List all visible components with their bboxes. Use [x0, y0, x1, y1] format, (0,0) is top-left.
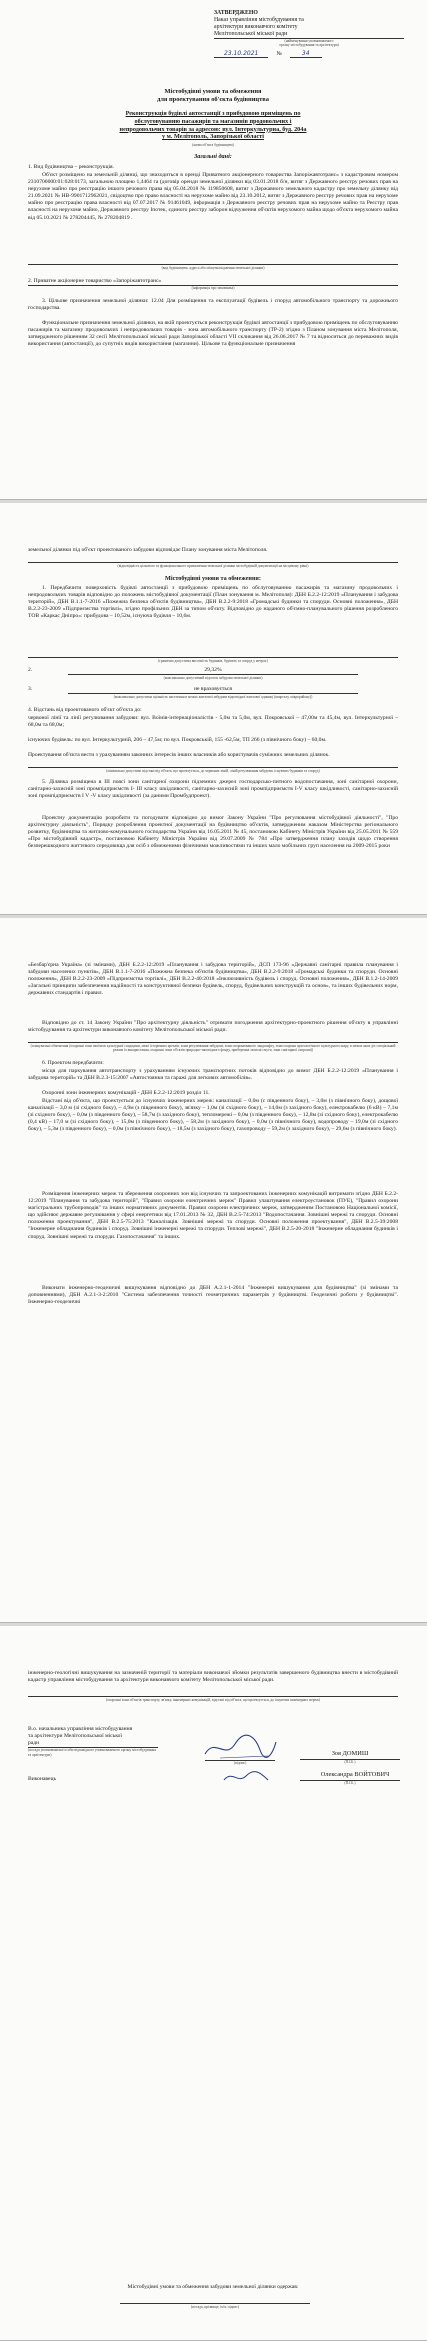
- condition-2-row: [28, 667, 398, 674]
- document-page-4: [0, 1626, 427, 2341]
- signatory-role-line-1: В.о. начальника управління містобудування: [28, 1726, 133, 1732]
- doc-title: [28, 88, 398, 104]
- zoning-compliance: земельної ділянки під об'єкт проектованого забудови відповідає Плану зонування міста Мелітополя.: [28, 547, 268, 553]
- condition-4-neighbors: Проектування об'єкта вести з урахуванням законних інтересів інших власників або користувачів суміжних земельних ділянок.: [28, 752, 330, 758]
- signatory-role-caption: (посада уповноваженої особи відповідного уповноваженого органу містобудування та архітектури): [28, 1748, 156, 1757]
- section-6-heading: 6. Проектом передбачити:: [42, 1060, 104, 1066]
- condition-4-red-lines: червоної лінії та лінії регулювання забудови: вул. Воїнів-інтернаціоналістів - 5,0м та 5,0м, вул. Покровської – 47,00м та 45,4м, вул. Інтеркультурної – 68,0м та 68,0м;: [28, 715, 398, 729]
- object-name-line-3: непродовольчих товарів за адресою: вул. Інтеркультурна, буд. 204а: [119, 125, 307, 133]
- approval-number: 34: [290, 50, 322, 58]
- item-1-heading: 1. Вид будівництва – реконструкція.: [28, 164, 115, 170]
- receipt-caption: (посада, прізвище, ім'я, підпис): [120, 2303, 310, 2309]
- condition-4-heading: 4. Відстань від проектованого об'єкт об'єкта до:: [28, 707, 142, 713]
- signatory-name-caption: (П.І.Б.): [300, 1759, 400, 1764]
- doc-title-line-1: Містобудівні умови та обмеження: [164, 88, 262, 95]
- condition-5-zones: 5. Ділянка розміщена в ІІІ поясі зони санітарної охорони підземних джерел господарсько-питного водопостачання, зоні санітарної охорони, санітарно-захисній зоні промпідприємств І- ІІІ класу шкідливості, санітарно-захисній зоні промпідприємств І-V класу шкідливості, санітарно-захисній зоні промпідприємств I V -V класу шкідливості (за даними Промбудпроект).: [28, 779, 398, 800]
- condition-2-number: 2.: [28, 667, 33, 673]
- signature-voitovych: [220, 1768, 280, 1786]
- item-2-customer: 2. Приватне акціонерне товариство «Запоріжавтотранс»: [28, 278, 398, 286]
- signature-domysh: [200, 1732, 280, 1762]
- signatory-role: [28, 1726, 158, 1757]
- planning-restrictions-caption: (планувальні обмеження (охоронні зони пам'яток культурної спадщини, межі історичних ареалів, зони регулювання забудови, зони охоронюваного ландшафту, зони охорони археологічного культурного шару, в межах яких діє спеціальний режим їх використання, охоронні зони об'єктів природно-заповідного фонду, прибережні захисні смуги, зони санітарної охорони)): [28, 1042, 398, 1053]
- conditions-heading: Містобудівні умови та обмеження:: [165, 575, 261, 582]
- receipt-statement: Містобудівні умови та обмеження забудови земельної ділянки одержав:: [127, 2284, 299, 2290]
- object-name-line-2: обслуговуванню пасажирів та магазинів продовольчих і: [134, 117, 292, 125]
- approval-caption-1: (найменування уповноваженого: [284, 39, 334, 43]
- condition-2-caption: (максимально допустимий відсоток забудови земельної ділянки): [163, 676, 263, 680]
- document-page-2: [0, 503, 427, 915]
- section-6-parking: місця для паркування автотранспорту з урахуванням існуючих транспортних потоків відповідно до вимог ДБН Б.2.2-12:2019 «Планування і забудова територій» та ДБН В.2.3-15:2007 «Автостоянки та гаражі для легкових автомобілів».: [28, 1068, 398, 1082]
- condition-4-caption: (мінімально допустимі відстані від об'єкта, що проектується, до червоних ліній, ліній регулювання забудови, існуючих будинків та споруд): [28, 767, 398, 773]
- item-2-caption: (інформація про замовника): [191, 286, 235, 290]
- item-3-text: Функціональне призначення земельної ділянки, на якій проектується реконструкція будівлі автостанції з прибудовою приміщень по обслуговуванню пасажирів та магазину продовольчих і непродовольчих товарів - зона автомобільного транспорту (ТР-2) згідно з Планом зонування міста Мелітополя, затвердженого рішенням 32 сесії Мелітопольської міської ради Запорізької області VII скликання від 26.06.2017 № 7 та відноситься до переважних видів використання (автостанції), до супутніх видів використання (магазини). Цільове та функціональне призначення: [28, 320, 398, 348]
- executor-name: Олександра ВОЙТОВИЧ: [320, 1771, 390, 1778]
- approval-line-2: архітектури виконавчого комітету: [214, 24, 298, 30]
- architecture-approval: Відповідно до ст. 14 Закону України "Про архітектурну діяльність" отримати погодження архітектурно-проектного рішення об'єкту в управлінні містобудування та архітектури виконавчого комітету Мелітопольської міської ради.: [28, 1020, 398, 1034]
- section-6-utility-distances: Відстані від об'єкта, що проектується до існуючих інженерних мереж: каналізації – 0,0м (с південного боку), – 3,0м (з північного боку), дощової каналізації – 3,0 м (зі східного боку), – 4,9м (з південного боку), зв'язку – 1,0м (зі східного боку), – 14,0м (з західного боку), електрокабелю (6 кВ) – 7,1м (зі східного боку), – 0,0м (з південного боку), – 58,7м (з західного боку), тепломережі – 0,0м (з південного боку), – 12,8м (зі східного боку), електрокабелю (0,4 кВ) – 17,0 м (зі східного боку), – 15,0м (з південного боку), – 58,2м (з західного боку), – 0,0м (з північного боку), водопроводу – 19,0м (зі східного боку), – 5,3м (з південного боку), – 0,0м (з північного боку), – 18,5м (з західного боку), газопроводу – 59,2м (з західного боку), – 29,6м (з північного боку).: [28, 1098, 398, 1133]
- approval-caption-2: органу містобудування та архітектури): [279, 43, 339, 48]
- object-name-line-4: у м. Мелітополь, Запорізької області: [162, 133, 264, 141]
- condition-1-height: 1. Передбачити поверховість будівлі автостанції з прибудовою приміщень по обслуговуванню пасажирів та магазину продовольчих і непродовольчих товарів відповідно до положень містобудівної документації (План зонування м. Мелітополя): ДБН Б.2.2-12:2019 «Планування і забудова територій», ДБН В.1.1-7-2016 «Пожежна безпека об'єктів будівництва», ДБН В.2.2-9:2018 «Громадські будинки та споруди. Основні положення», ДБН В.2.2-23-2009 «Підприємства торгівлі», згідно профільних ДБН за типом об'єкту. Відповідно до наданого об'ємно-планувального рішення розробленого ТОВ «Каркас Дніпро»: прибудова – 10,52м, існуюча будівля – 10,6м.: [28, 585, 398, 620]
- condition-4-buildings: існуючих будівель: по вул. Інтеркультурній, 206 – 47,5м; по вул. Покровській, 155 -62,5м, ТП 266 (з північного боку) – 60,0м.: [28, 737, 327, 743]
- executor-name-caption: (П.І.Б.): [300, 1780, 400, 1785]
- zoning-compliance-caption: (відповідність цільового та функціонального призначення земельної ділянки містобудівній документації на місцевому рівні): [28, 562, 398, 568]
- signatory-name: Зоя ДОМИШ: [331, 1750, 369, 1757]
- approval-title: ЗАТВЕРДЖЕНО: [214, 10, 258, 16]
- condition-3-caption: (максимально допустима щільність населення в межах житлової забудови відповідної житлової одиниці (кварталу, мікрорайону)): [113, 695, 313, 699]
- norms-list: «Безбар'єрна Україна» (зі змінами), ДБН Б.2.2-12:2019 «Планування і забудова територій», ДСП 173-96 «Державні санітарні правила планування і забудови населених пунктів», ДБН В.1.1-7-2016 «Пожежна безпека об'єктів будівництва», ДБН В.2.2-9:2018 «Громадські будинки та споруди. Основні положення», ДБН В.2.2-23-2009 «Підприємства торгівлі», ДБН В.2.2-40:2018 «Інклюзивність будівель і споруд. Основні положення», ДБН В.1.2-14-2009 «Загальні принципи забезпечення надійності та конструктивної безпеки будівель, споруд, будівельних конструкцій та основ», та інших будівельних норм, державних стандартів і правил.: [28, 962, 398, 997]
- approval-line-1: Наказ управління містобудування та: [214, 17, 304, 23]
- condition-5-regulation: Проектну документацію розробити та погодувати відповідно до вимог Закону України "Про регулювання містобудівної діяльності", "Про архітектурну діяльність", Порядку розроблення проектної документації на будівництво об'єктів, затвердженим наказом Міністерства регіонального розвитку, будівництва та житлово-комунального господарства України від 16.05.2011 № 45, постановою Кабінету Міністрів України від 25.05.2011 № 559 «Про містобудівний кадастр», постановою Кабінету Міністрів України від 29.07.2009 № 784 «Про затвердження плану заходів щодо створення безперешкодного життєвого середовища для осіб з обмеженими фізичними можливостями та інших мало мобільних груп населення на 2009-2015 роки: [28, 815, 398, 850]
- object-name: [28, 110, 398, 141]
- object-name-caption: (назва об'єкта будівництва): [192, 143, 234, 147]
- general-data-heading: Загальні дані:: [194, 153, 232, 160]
- condition-1-caption: (гранично допустима висотність будинків, будівель та споруд у метрах): [28, 657, 398, 663]
- item-1-caption: (вид будівництва, адреса або місцезнаходження земельної ділянки): [28, 264, 398, 270]
- item-1-text: Об'єкт розміщено на земельній ділянці, що знаходиться в оренді Приватного акціонерного товариства Запоріжавтотранс» з кадастровим номером 2310700000:01:028:0173, загальною площею 1,4464 га (договір оренди земельної ділянки від 03.01.2018 б/н, витяг з Державного реєстру речових прав на нерухоме майно про реєстрацію іншого речового права від 05.04.2018 № 119850608, витяг з Державного земельного кадастру про земельну ділянку від 21.09.2021 № НВ-9901712962021, свідоцтво про право власності на нерухоме майно від 23.10.2012, витяг з Державного реєстру речових прав на нерухоме майно про реєстрацію права власності від 07.07.2017 № 91461049, інформація з Державного реєстру речових прав на нерухоме майно та Реєстру прав власності на нерухоме майно, Державного реєстру Іпотек, єдиного реєстру заборон відчуження об'єктів нерухомого майна щодо об'єкта нерухомого майна від 05.10.2021 № 278204445, № 278204819 .: [28, 172, 398, 221]
- utility-zones-caption: (охоронні зони об'єктів транспорту, зв'язку, інженерних комунікацій, відстані від об'єкта, що проектується, до існуючих інженерних мереж): [28, 1696, 398, 1702]
- approval-line-3: Мелітопольської міської ради: [214, 31, 404, 39]
- section-6-utility-norms: Розміщення інженерних мереж та збереження охоронних зон від існуючих та запроектованих інженерних комунікацій витримати згідно ДБН Б.2.2-12:2019 "Планування та забудова територій", "Правил охорони електричних мереж" Правил улаштування електроустановок (ПУЕ), "Правил охорони магістральних трубопроводів" та інших нормативних документів. Правил охорони електричних мереж, затвердженим Постановою Національної комісії, що здійснює державне регулювання у сфері енергетики від 17.01.2013 № 32, ДБН В.2.5-74:2013 "Водопостачання. Зовнішні мережі та споруди. Основні положення проектування", ДБН В.2.5-75:2013 "Каналізація. Зовнішні мережі та споруди. Основні положення проектування", ДБН В.2.5-39:2008 "Інженерне обладнання будинків і споруд. Зовнішні інженерні мережі та споруди. Теплові мережі", ДБН В.2.5-20-2018 "Інженерне обладнання будинків і споруд. Зовнішні мережі та споруди. Газопостачання" та інших.: [28, 1191, 398, 1240]
- section-6-protection-zones: Охоронні зони інженерних комунікацій - ДБН Б.2.2-12:2019 розділ 11.: [42, 1090, 210, 1096]
- condition-3-number: 3.: [28, 686, 33, 692]
- condition-3-value: не враховується: [68, 686, 358, 694]
- condition-3-row: [28, 686, 398, 693]
- section-6-surveys: Виконати інженерно-геодезичні вишукування відповідно до ДБН А.2.1-1-2014 "Інженерні вишукування для будівництва" (зі змінами та доповненнями), ДБН А.2.1-3-2:2010 "Система забезпечення точності геометричних параметрів у будівництві. Геодезичні роботи у будівництві". Інженерно-геодезичні: [28, 1285, 398, 1306]
- signatory-role-line-2: та архітектури Мелітопольської міської: [28, 1733, 123, 1740]
- signatory-role-line-3: ради: [28, 1740, 158, 1748]
- document-page-1: [0, 0, 427, 500]
- item-3-purpose: 3. Цільове призначення земельної ділянки: 12.04 Для розміщення та експлуатації будівель і споруд автомобільного транспорту та дорожнього господарства.: [28, 298, 398, 312]
- document-page-3: [0, 918, 427, 1623]
- executor-role: Виконавець: [28, 1776, 57, 1782]
- object-name-line-1: Реконструкція будівлі автостанції з прибудовою приміщень по: [125, 110, 301, 117]
- condition-2-value: 29,32%: [68, 667, 358, 675]
- approval-number-prefix: №: [276, 50, 282, 57]
- approval-block: [214, 10, 404, 58]
- approval-date: 23.10.2021: [214, 50, 268, 58]
- doc-title-line-2: для проектування об'єкта будівництва: [157, 96, 269, 103]
- surveys-continuation: інженерно-геологічні вишукування на зазначеній території та матеріали виконавчої зйомки результатів завершеного будівництва внести в містобудівний кадастр управління містобудування та архітектури виконавчого комітету Мелітопольської міської ради.: [28, 1670, 398, 1684]
- signature-caption: (підпис): [205, 1760, 275, 1765]
